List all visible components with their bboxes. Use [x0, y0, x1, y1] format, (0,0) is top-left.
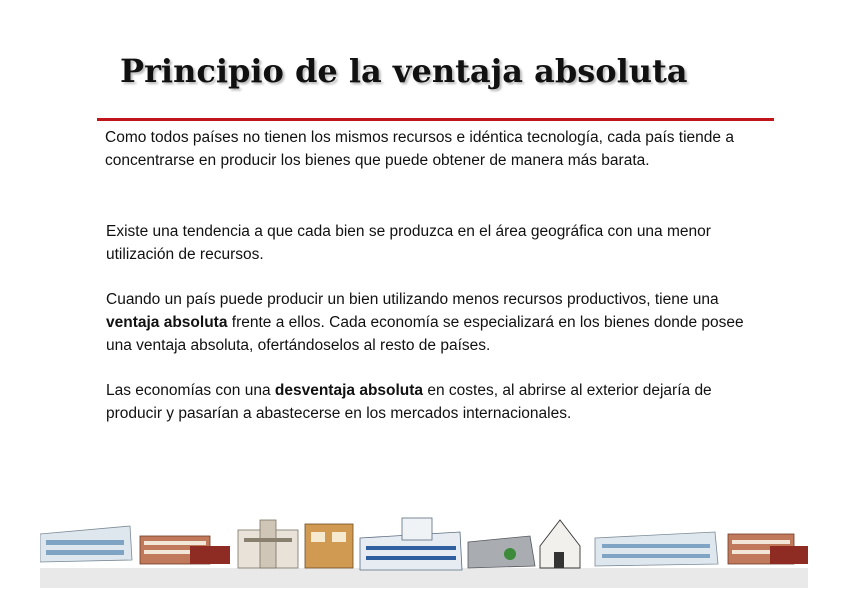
slide-title: Principio de la ventaja absoluta [120, 52, 688, 90]
building-orange-block [305, 524, 353, 568]
building-office-blue [40, 526, 132, 562]
paragraph-3-bold-term: ventaja absoluta [106, 314, 228, 331]
paragraph-3-text-start: Cuando un país puede producir un bien utilizando menos recursos productivos, tiene una [106, 291, 719, 308]
ground-strip [40, 568, 808, 588]
title-divider [97, 118, 774, 121]
building-warehouse [468, 536, 535, 568]
paragraph-1-text: Como todos países no tienen los mismos recursos e idéntica tecnología, cada país tiende a concentrarse en producir los bienes que puede obtener de manera más barata. [105, 129, 734, 169]
building-tower [238, 520, 298, 568]
building-office-blue-2 [595, 532, 718, 566]
paragraph-4 [106, 379, 770, 425]
building-brick [140, 536, 230, 564]
paragraph-3-text-end: frente a ellos. Cada economía se especializará en los bienes donde posee una ventaja absoluta, ofertándoselos al resto de países. [106, 314, 744, 354]
paragraph-4-text-start: Las economías con una [106, 382, 275, 399]
building-gabled-house [540, 520, 580, 568]
city-buildings-illustration [40, 512, 808, 588]
paragraph-3 [106, 288, 770, 357]
paragraph-4-text-end: en costes, al abrirse al exterior dejaría de producir y pasarían a abastecerse en los mercados internacionales. [106, 382, 712, 422]
building-brick-2 [728, 534, 808, 564]
building-blue-complex [360, 518, 462, 570]
paragraph-4-bold-term: desventaja absoluta [274, 382, 424, 399]
paragraph-2-text: Existe una tendencia a que cada bien se produzca en el área geográfica con una menor utilización de recursos. [106, 223, 711, 263]
paragraph-1 [105, 126, 769, 172]
paragraph-2 [106, 220, 770, 266]
